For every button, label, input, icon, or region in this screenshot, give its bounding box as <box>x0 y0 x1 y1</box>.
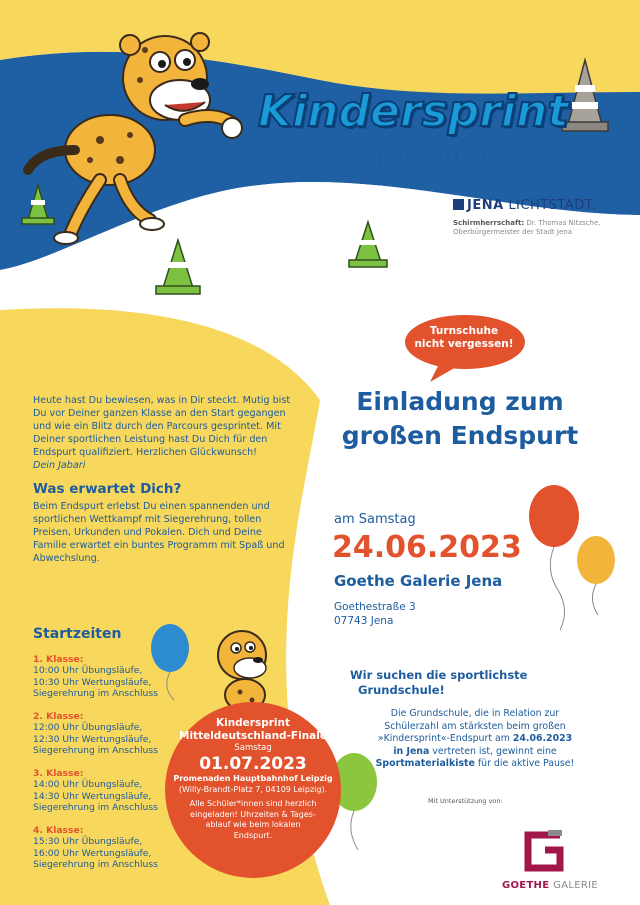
search-city: in Jena <box>393 745 430 757</box>
event-date: 24.06.2023 <box>332 530 522 565</box>
search-date: 24.06.2023 <box>512 733 573 744</box>
class-label: 1. Klasse: <box>33 654 84 665</box>
class-line: Siegerehrung im Anschluss <box>33 687 158 699</box>
final-date: 01.07.2023 <box>199 754 307 774</box>
class-line: Siegerehrung im Anschluss <box>33 858 158 870</box>
bubble-line-1: Turnschuhe <box>429 325 499 337</box>
class-line: 15:30 Uhr Übungsläufe, <box>33 836 143 848</box>
final-day: Samstag <box>234 743 272 753</box>
signature: Dein Jabari <box>33 460 86 471</box>
final-title-1: Kindersprint <box>215 717 291 729</box>
jena-square-icon <box>453 199 464 210</box>
final-info <box>168 717 338 841</box>
class-line: 12:30 Uhr Wertungsläufe, <box>33 733 152 745</box>
sponsor-name-2: GALERIE <box>553 880 598 891</box>
class-line: 10:30 Uhr Wertungsläufe, <box>33 676 152 688</box>
date-prefix: am Samstag <box>334 512 416 527</box>
final-note-4: Endspurt. <box>233 830 273 840</box>
class-line: 10:00 Uhr Übungsläufe, <box>33 665 143 677</box>
headline <box>300 385 620 453</box>
search-span: vertreten ist, gewinnt eine <box>432 745 557 757</box>
search-heading <box>350 668 570 698</box>
jena-brand <box>453 198 596 213</box>
class-label: 3. Klasse: <box>33 768 84 779</box>
search-heading-line-1: Wir suchen die sportlichste <box>350 668 528 682</box>
street: Goethestraße 3 <box>334 601 416 613</box>
intro-text <box>33 394 298 565</box>
patron-label: Schirmherrschaft: <box>453 219 525 227</box>
patron-text: Dr. Thomas Nitzsche, Oberbürgermeister der Stadt Jena <box>453 219 601 236</box>
expect-text: Beim Endspurt erlebst Du einen spannenden und sportlichen Wettkampf mit Siegerehrung, tollen Preisen, Urkunden und Pokalen. Dich und Deine Familie erwartet ein buntes Programm mit Spaß und Abwechslung. <box>33 501 285 564</box>
final-note-3: ablauf wie beim lokalen <box>205 820 301 829</box>
schedule-class-1 <box>33 654 193 699</box>
search-line <box>350 746 600 759</box>
sponsor-name <box>502 880 598 891</box>
venue-name: Goethe Galerie Jena <box>334 572 503 590</box>
search-line: Schülerzahl am stärksten beim großen <box>384 720 566 732</box>
search-line <box>350 758 600 771</box>
search-span: »Kindersprint«-Endspurt am <box>377 733 510 744</box>
city-year: Jena 2023 <box>377 145 488 170</box>
schedule-heading: Startzeiten <box>33 626 122 642</box>
class-line: Siegerehrung im Anschluss <box>33 801 158 813</box>
class-label: 2. Klasse: <box>33 711 84 722</box>
city: 07743 Jena <box>334 615 394 627</box>
class-line: 16:00 Uhr Wertungsläufe, <box>33 847 152 859</box>
final-address: (Willy-Brandt-Platz 7, 04109 Leipzig). <box>178 784 328 794</box>
search-span: für die aktive Pause! <box>477 758 575 769</box>
final-place: Promenaden Hauptbahnhof Leipzig <box>173 774 333 783</box>
class-label: 4. Klasse: <box>33 825 84 836</box>
headline-line-1: Einladung zum <box>356 387 564 416</box>
speech-bubble-text <box>405 325 523 351</box>
final-note-1: Alle Schüler*innen sind herzlich <box>189 799 317 808</box>
brand-bold: JENA <box>467 198 504 213</box>
patronage <box>453 219 633 237</box>
bubble-line-2: nicht vergessen! <box>414 338 514 350</box>
final-note-2: eingeladen! Uhrzeiten & Tages- <box>190 809 316 819</box>
search-line <box>350 733 600 746</box>
search-text <box>350 708 600 771</box>
class-line: 14:00 Uhr Übungsläufe, <box>33 779 143 791</box>
class-line: 14:30 Uhr Wertungsläufe, <box>33 790 152 802</box>
expect-heading: Was erwartet Dich? <box>33 481 182 497</box>
class-line: Siegerehrung im Anschluss <box>33 744 158 756</box>
final-title-2: Mitteldeutschland-Finale <box>179 730 327 742</box>
search-prize: Sportmaterialkiste <box>375 758 475 769</box>
support-label: Mit Unterstützung von: <box>428 797 503 805</box>
event-logo-title: Kindersprint <box>258 86 569 137</box>
class-line: 12:00 Uhr Übungsläufe, <box>33 722 143 734</box>
brand-light: LICHTSTADT. <box>508 198 597 213</box>
intro-paragraph: Heute hast Du bewiesen, was in Dir steckt. Mutig bist Du vor Deiner ganzen Klasse an den Start gegangen und wie ein Blitz durch den Parcours gesprintet. Mit Deiner sportlichen Leistung hast Du Dich für den Endspurt qualifiziert. Herzlichen Glückwunsch! <box>33 395 291 458</box>
sponsor-name-1: GOETHE <box>502 880 550 891</box>
white-panel <box>286 400 640 905</box>
headline-line-2: großen Endspurt <box>341 421 579 450</box>
search-heading-line-2: Grundschule! <box>358 683 445 697</box>
venue-address <box>334 600 416 628</box>
search-line: Die Grundschule, die in Relation zur <box>390 708 560 719</box>
